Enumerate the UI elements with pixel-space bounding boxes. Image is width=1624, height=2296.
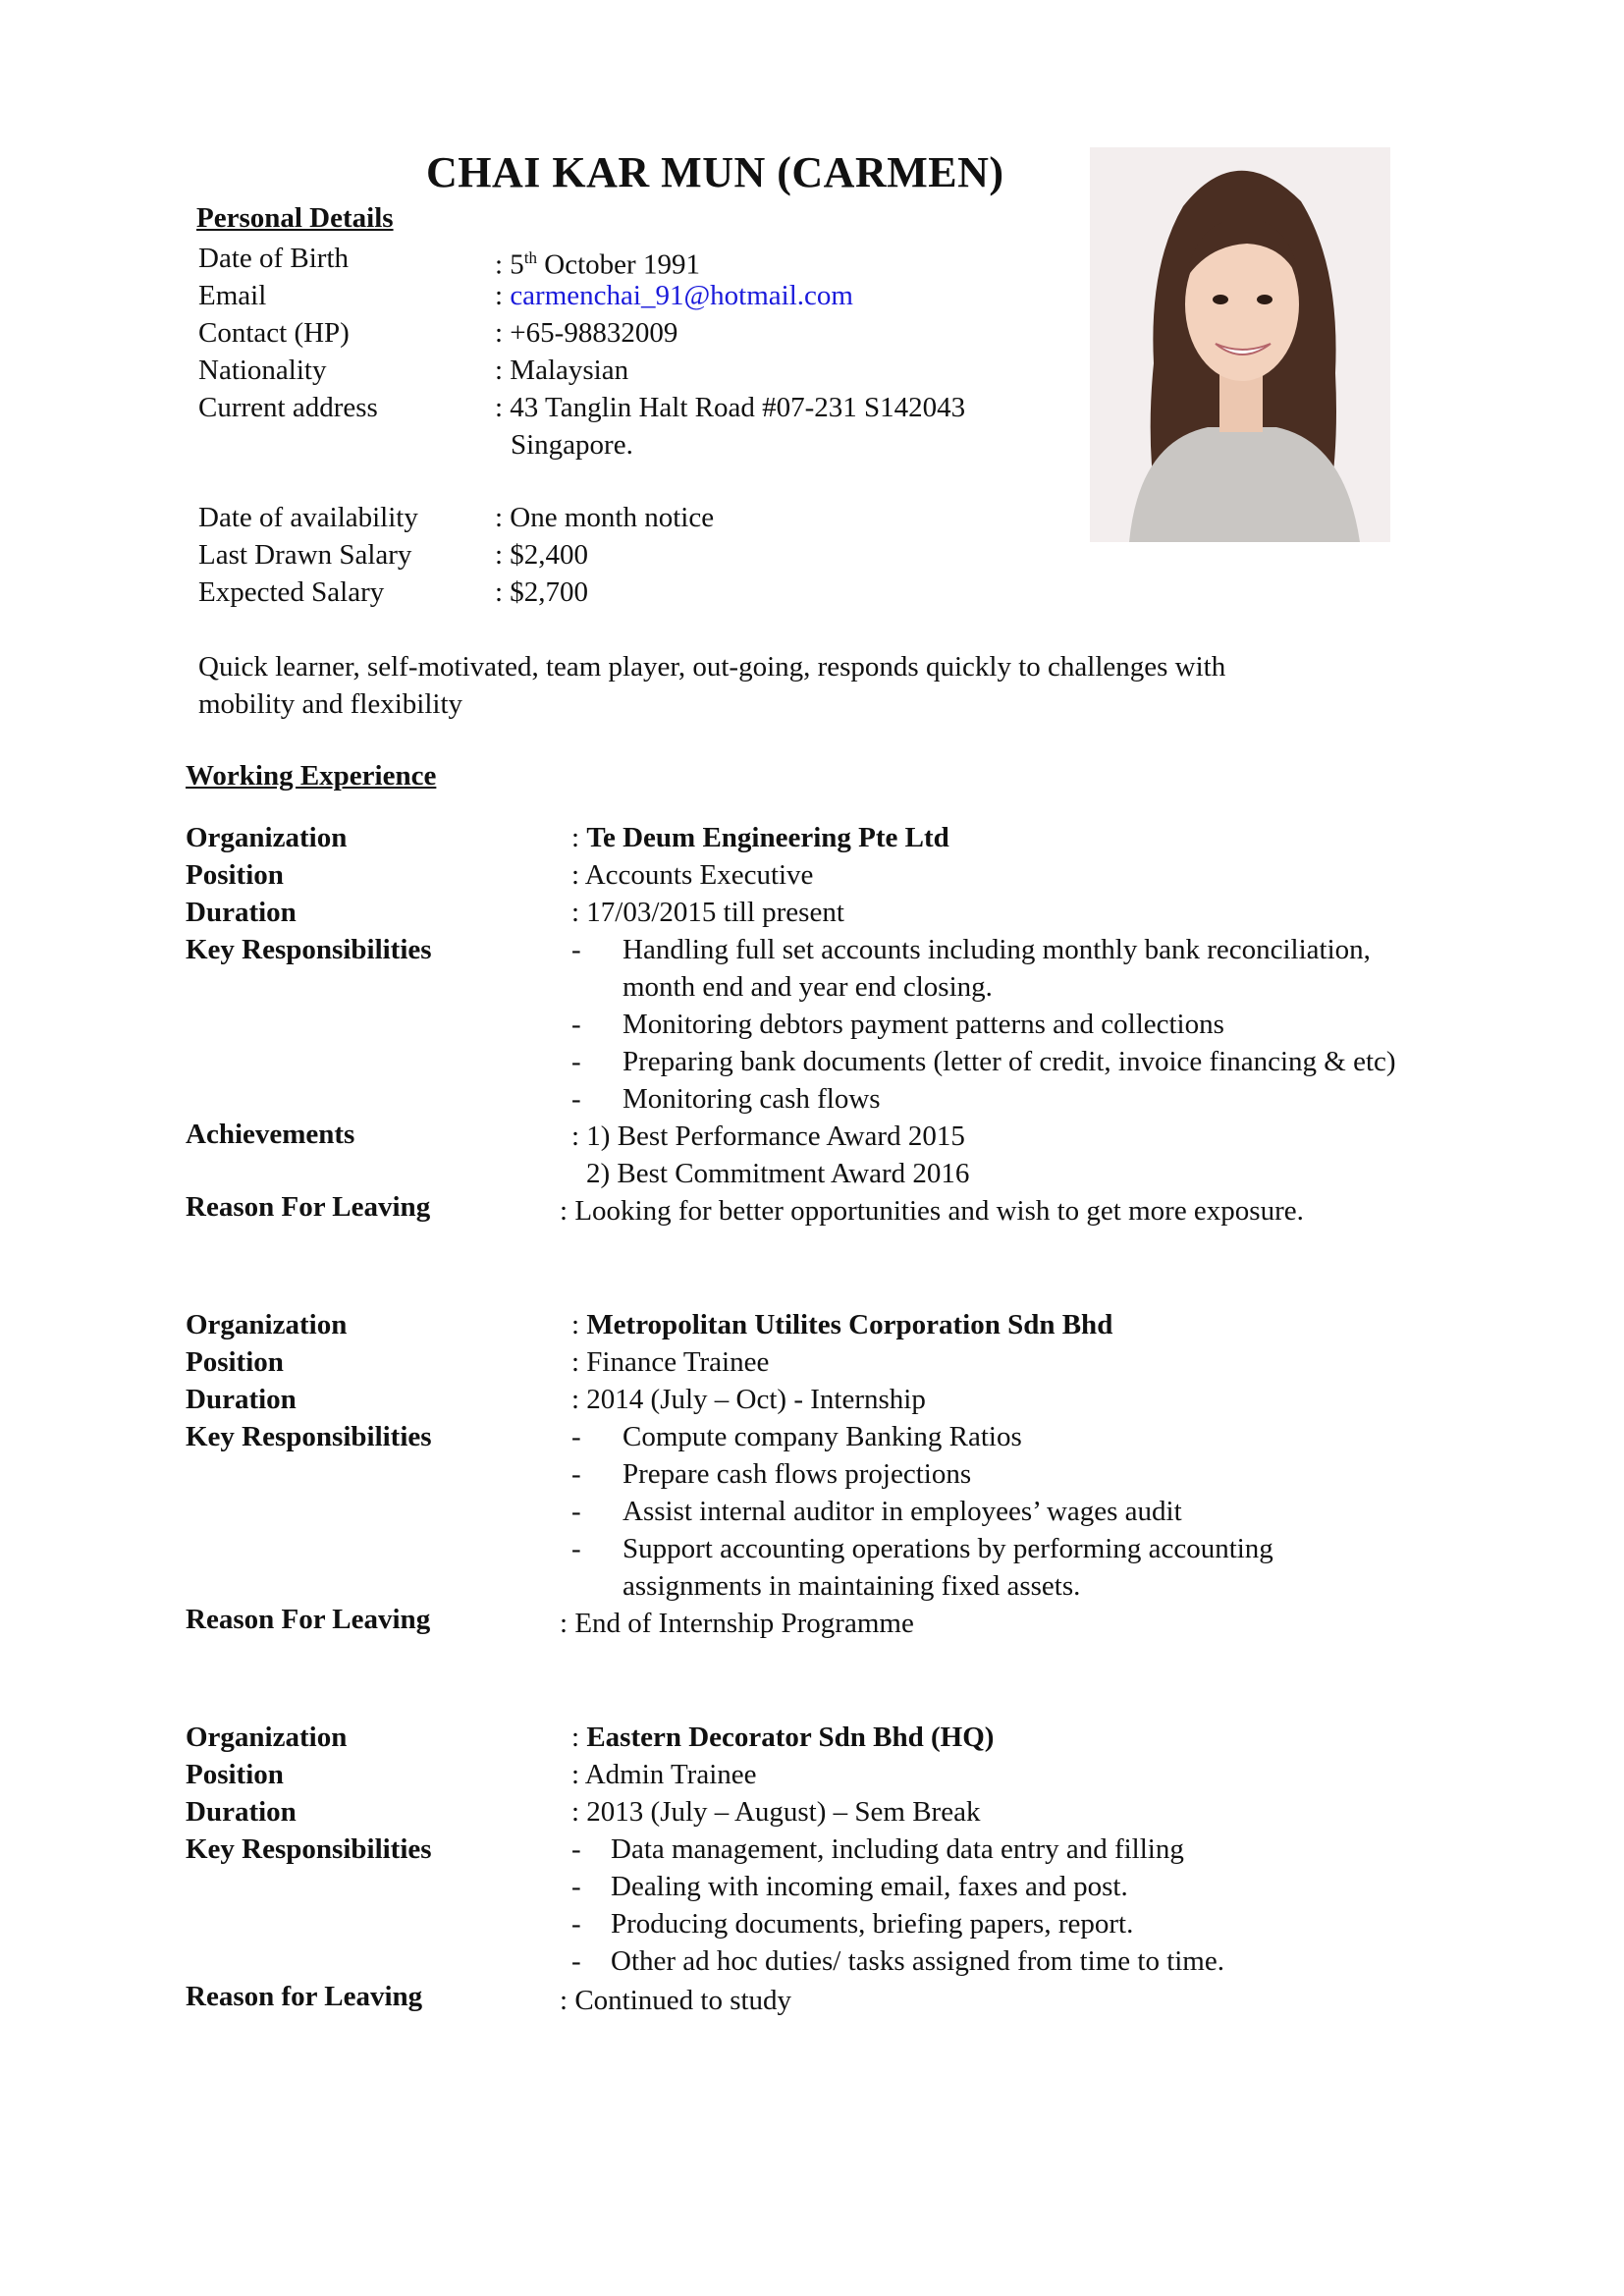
address-line1: : 43 Tanglin Halt Road #07-231 S142043 xyxy=(495,392,966,423)
job3-duration: : 2013 (July – August) – Sem Break xyxy=(571,1796,981,1828)
job1-resp-1-cont: month end and year end closing. xyxy=(623,971,993,1003)
job3-resp-1-text: Data management, including data entry and filling xyxy=(611,1833,1184,1865)
job3-resp-1: - Data management, including data entry and filling xyxy=(571,1833,1184,1865)
job3-resp-3: - Producing documents, briefing papers, report. xyxy=(571,1908,1134,1940)
job1-position: : Accounts Executive xyxy=(571,859,814,891)
job2-resp-4-cont: assignments in maintaining fixed assets. xyxy=(623,1570,1081,1602)
last-salary-label: Last Drawn Salary xyxy=(198,539,412,571)
job2-reason: : End of Internship Programme xyxy=(560,1608,914,1639)
job1-achievement-1: : 1) Best Performance Award 2015 xyxy=(571,1121,965,1152)
job1-reason-value: Looking for better opportunities and wish to get more exposure. xyxy=(574,1195,1304,1227)
job2-position: : Finance Trainee xyxy=(571,1346,770,1378)
summary-line1: Quick learner, self-motivated, team player, out-going, responds quickly to challenges with xyxy=(198,651,1226,683)
job3-position-label: Position xyxy=(186,1759,284,1790)
job3-resp-2-text: Dealing with incoming email, faxes and post. xyxy=(611,1871,1128,1902)
job3-reason-label: Reason for Leaving xyxy=(186,1981,423,2012)
job3-duration-label: Duration xyxy=(186,1796,297,1828)
working-experience-heading: Working Experience xyxy=(186,760,437,792)
dob-prefix: : 5 xyxy=(495,248,524,281)
portrait-illustration xyxy=(1090,147,1390,542)
job2-resp-2: - Prepare cash flows projections xyxy=(571,1458,972,1490)
job1-resp-2: - Monitoring debtors payment patterns and collections xyxy=(571,1009,1224,1040)
job3-organization-label: Organization xyxy=(186,1722,348,1753)
contact-value: : +65-98832009 xyxy=(495,317,678,349)
email-label: Email xyxy=(198,280,267,311)
dob-rest: October 1991 xyxy=(537,248,700,281)
job2-organization: : Metropolitan Utilites Corporation Sdn Bhd xyxy=(571,1309,1113,1340)
job3-resp-4-text: Other ad hoc duties/ tasks assigned from time to time. xyxy=(611,1945,1224,1977)
job2-resp-1-text: Compute company Banking Ratios xyxy=(623,1421,1022,1452)
job2-reason-label: Reason For Leaving xyxy=(186,1604,431,1635)
expected-salary-value: : $2,700 xyxy=(495,576,589,608)
job2-resp-2-text: Prepare cash flows projections xyxy=(623,1458,972,1490)
candidate-name: CHAI KAR MUN (CARMEN) xyxy=(426,148,1004,196)
job3-resp-3-text: Producing documents, briefing papers, report. xyxy=(611,1908,1134,1940)
job1-achievements-label: Achievements xyxy=(186,1119,355,1150)
job1-resp-2-text: Monitoring debtors payment patterns and collections xyxy=(623,1009,1224,1040)
job3-resp-2: - Dealing with incoming email, faxes and post. xyxy=(571,1871,1128,1902)
job2-organization-value: Metropolitan Utilites Corporation Sdn Bhd xyxy=(586,1309,1113,1340)
job3-position: : Admin Trainee xyxy=(571,1759,757,1790)
job1-resp-3-text: Preparing bank documents (letter of credit, invoice financing & etc) xyxy=(623,1046,1396,1077)
job1-responsibilities-label: Key Responsibilities xyxy=(186,934,432,965)
job1-resp-3: - Preparing bank documents (letter of credit, invoice financing & etc) xyxy=(571,1046,1396,1077)
dob-label: Date of Birth xyxy=(198,243,350,274)
nationality-label: Nationality xyxy=(198,355,327,386)
job1-reason: : Looking for better opportunities and wish to get more exposure. xyxy=(560,1195,1304,1227)
job3-reason: : Continued to study xyxy=(560,1985,792,2016)
job2-organization-label: Organization xyxy=(186,1309,348,1340)
job1-organization-value: Te Deum Engineering Pte Ltd xyxy=(586,822,949,853)
job1-duration-label: Duration xyxy=(186,897,297,928)
job1-achievement-2: 2) Best Commitment Award 2016 xyxy=(586,1158,970,1189)
job3-resp-4: - Other ad hoc duties/ tasks assigned from time to time. xyxy=(571,1945,1224,1977)
job2-duration: : 2014 (July – Oct) - Internship xyxy=(571,1384,926,1415)
job3-organization-value: Eastern Decorator Sdn Bhd (HQ) xyxy=(586,1722,995,1753)
job2-responsibilities-label: Key Responsibilities xyxy=(186,1421,432,1452)
job3-reason-value: Continued to study xyxy=(574,1985,792,2016)
job1-resp-4: - Monitoring cash flows xyxy=(571,1083,881,1115)
personal-details-heading: Personal Details xyxy=(196,202,394,234)
job3-organization: : Eastern Decorator Sdn Bhd (HQ) xyxy=(571,1722,995,1753)
job2-resp-4-text: Support accounting operations by performing accounting xyxy=(623,1533,1273,1564)
expected-salary-label: Expected Salary xyxy=(198,576,385,608)
email-value: : carmenchai_91@hotmail.com xyxy=(495,280,853,311)
availability-value: : One month notice xyxy=(495,502,715,533)
contact-label: Contact (HP) xyxy=(198,317,350,349)
address-label: Current address xyxy=(198,392,378,423)
job1-duration: : 17/03/2015 till present xyxy=(571,897,844,928)
job2-resp-4: - Support accounting operations by performing accounting xyxy=(571,1533,1273,1564)
job1-organization: : Te Deum Engineering Pte Ltd xyxy=(571,822,949,853)
job2-position-label: Position xyxy=(186,1346,284,1378)
dob-suffix: th xyxy=(523,248,538,267)
job1-organization-label: Organization xyxy=(186,822,348,853)
job1-resp-4-text: Monitoring cash flows xyxy=(623,1083,881,1115)
job1-resp-1: - Handling full set accounts including monthly bank reconciliation, xyxy=(571,934,1371,965)
job2-resp-1: - Compute company Banking Ratios xyxy=(571,1421,1022,1452)
last-salary-value: : $2,400 xyxy=(495,539,589,571)
address-line2: Singapore. xyxy=(511,429,633,461)
availability-label: Date of availability xyxy=(198,502,418,533)
summary-line2: mobility and flexibility xyxy=(198,688,463,720)
job2-resp-3: - Assist internal auditor in employees’ wages audit xyxy=(571,1496,1182,1527)
job2-duration-label: Duration xyxy=(186,1384,297,1415)
profile-photo xyxy=(1090,147,1390,542)
nationality-value: : Malaysian xyxy=(495,355,629,386)
job1-position-label: Position xyxy=(186,859,284,891)
job3-responsibilities-label: Key Responsibilities xyxy=(186,1833,432,1865)
email-link[interactable]: carmenchai_91@hotmail.com xyxy=(510,280,853,311)
job2-resp-3-text: Assist internal auditor in employees’ wages audit xyxy=(623,1496,1182,1527)
job1-reason-label: Reason For Leaving xyxy=(186,1191,431,1223)
job2-reason-value: End of Internship Programme xyxy=(574,1608,914,1639)
job1-resp-1-text: Handling full set accounts including monthly bank reconciliation, xyxy=(623,934,1371,965)
